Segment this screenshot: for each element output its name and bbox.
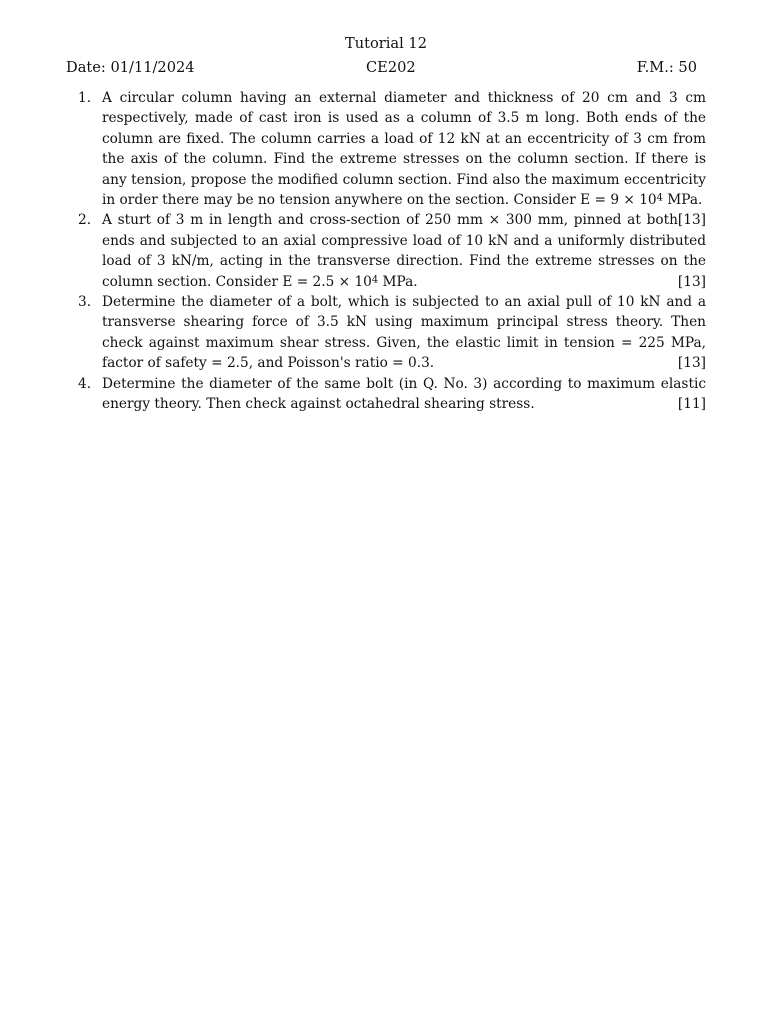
exponent: 4 bbox=[656, 192, 663, 204]
question-text-tail: MPa. bbox=[662, 192, 703, 209]
header-meta-row bbox=[66, 58, 697, 78]
question-marks: [13] bbox=[677, 355, 706, 372]
question-marks: [13] bbox=[677, 212, 706, 229]
date-label: Date: 01/11/2024 bbox=[66, 59, 195, 76]
exponent: 4 bbox=[371, 273, 379, 285]
course-code: CE202 bbox=[366, 59, 416, 76]
question-1 bbox=[78, 88, 706, 229]
question-marks: [13] bbox=[677, 273, 706, 290]
question-number: 2. bbox=[78, 212, 92, 229]
question-2 bbox=[78, 210, 706, 292]
question-text: A circular column having an external diameter and thickness of 20 cm and 3 cm respectively, made of cast iron is used as a column of 3.5 m long. Both ends of the column are fixed. The column carries a load of 12 kN at an eccentricity of 3 cm from the axis of the column. Find the extreme stresses on the column section. If there is any tension, propose the modified column section. Find also the maximum eccentricity in order there may be no tension anywhere on the section. Consider E = 9 × 10 bbox=[102, 90, 706, 209]
full-marks: F.M.: 50 bbox=[636, 59, 697, 76]
question-text: Determine the diameter of a bolt, which is subjected to an axial pull of 10 kN and a transverse shearing force of 3.5 kN using maximum principal stress theory. Then check against maximum shear stress. Given, the elastic limit in tension = 225 MPa, factor of safety = 2.5, and Poisson's ratio = 0.3. bbox=[102, 294, 706, 372]
tutorial-title: Tutorial 12 bbox=[344, 35, 427, 52]
question-list bbox=[78, 88, 706, 415]
question-text-tail: MPa. bbox=[378, 273, 418, 290]
question-number: 4. bbox=[78, 375, 92, 392]
question-text: A sturt of 3 m in length and cross-section of 250 mm × 300 mm, pinned at both ends and subjected to an axial compressive load of 10 kN and a uniformly distributed load of 3 kN/m, acting in the transverse direction. Find the extreme stresses on the column section. Consider E = 2.5 × 10 bbox=[102, 212, 706, 290]
question-4 bbox=[78, 374, 706, 415]
question-marks: [11] bbox=[677, 396, 706, 413]
question-text: Determine the diameter of the same bolt (in Q. No. 3) according to maximum elastic energy theory. Then check against octahedral shearing stress. bbox=[102, 375, 706, 413]
question-3 bbox=[78, 292, 706, 374]
question-number: 1. bbox=[78, 90, 92, 106]
question-number: 3. bbox=[78, 294, 92, 311]
